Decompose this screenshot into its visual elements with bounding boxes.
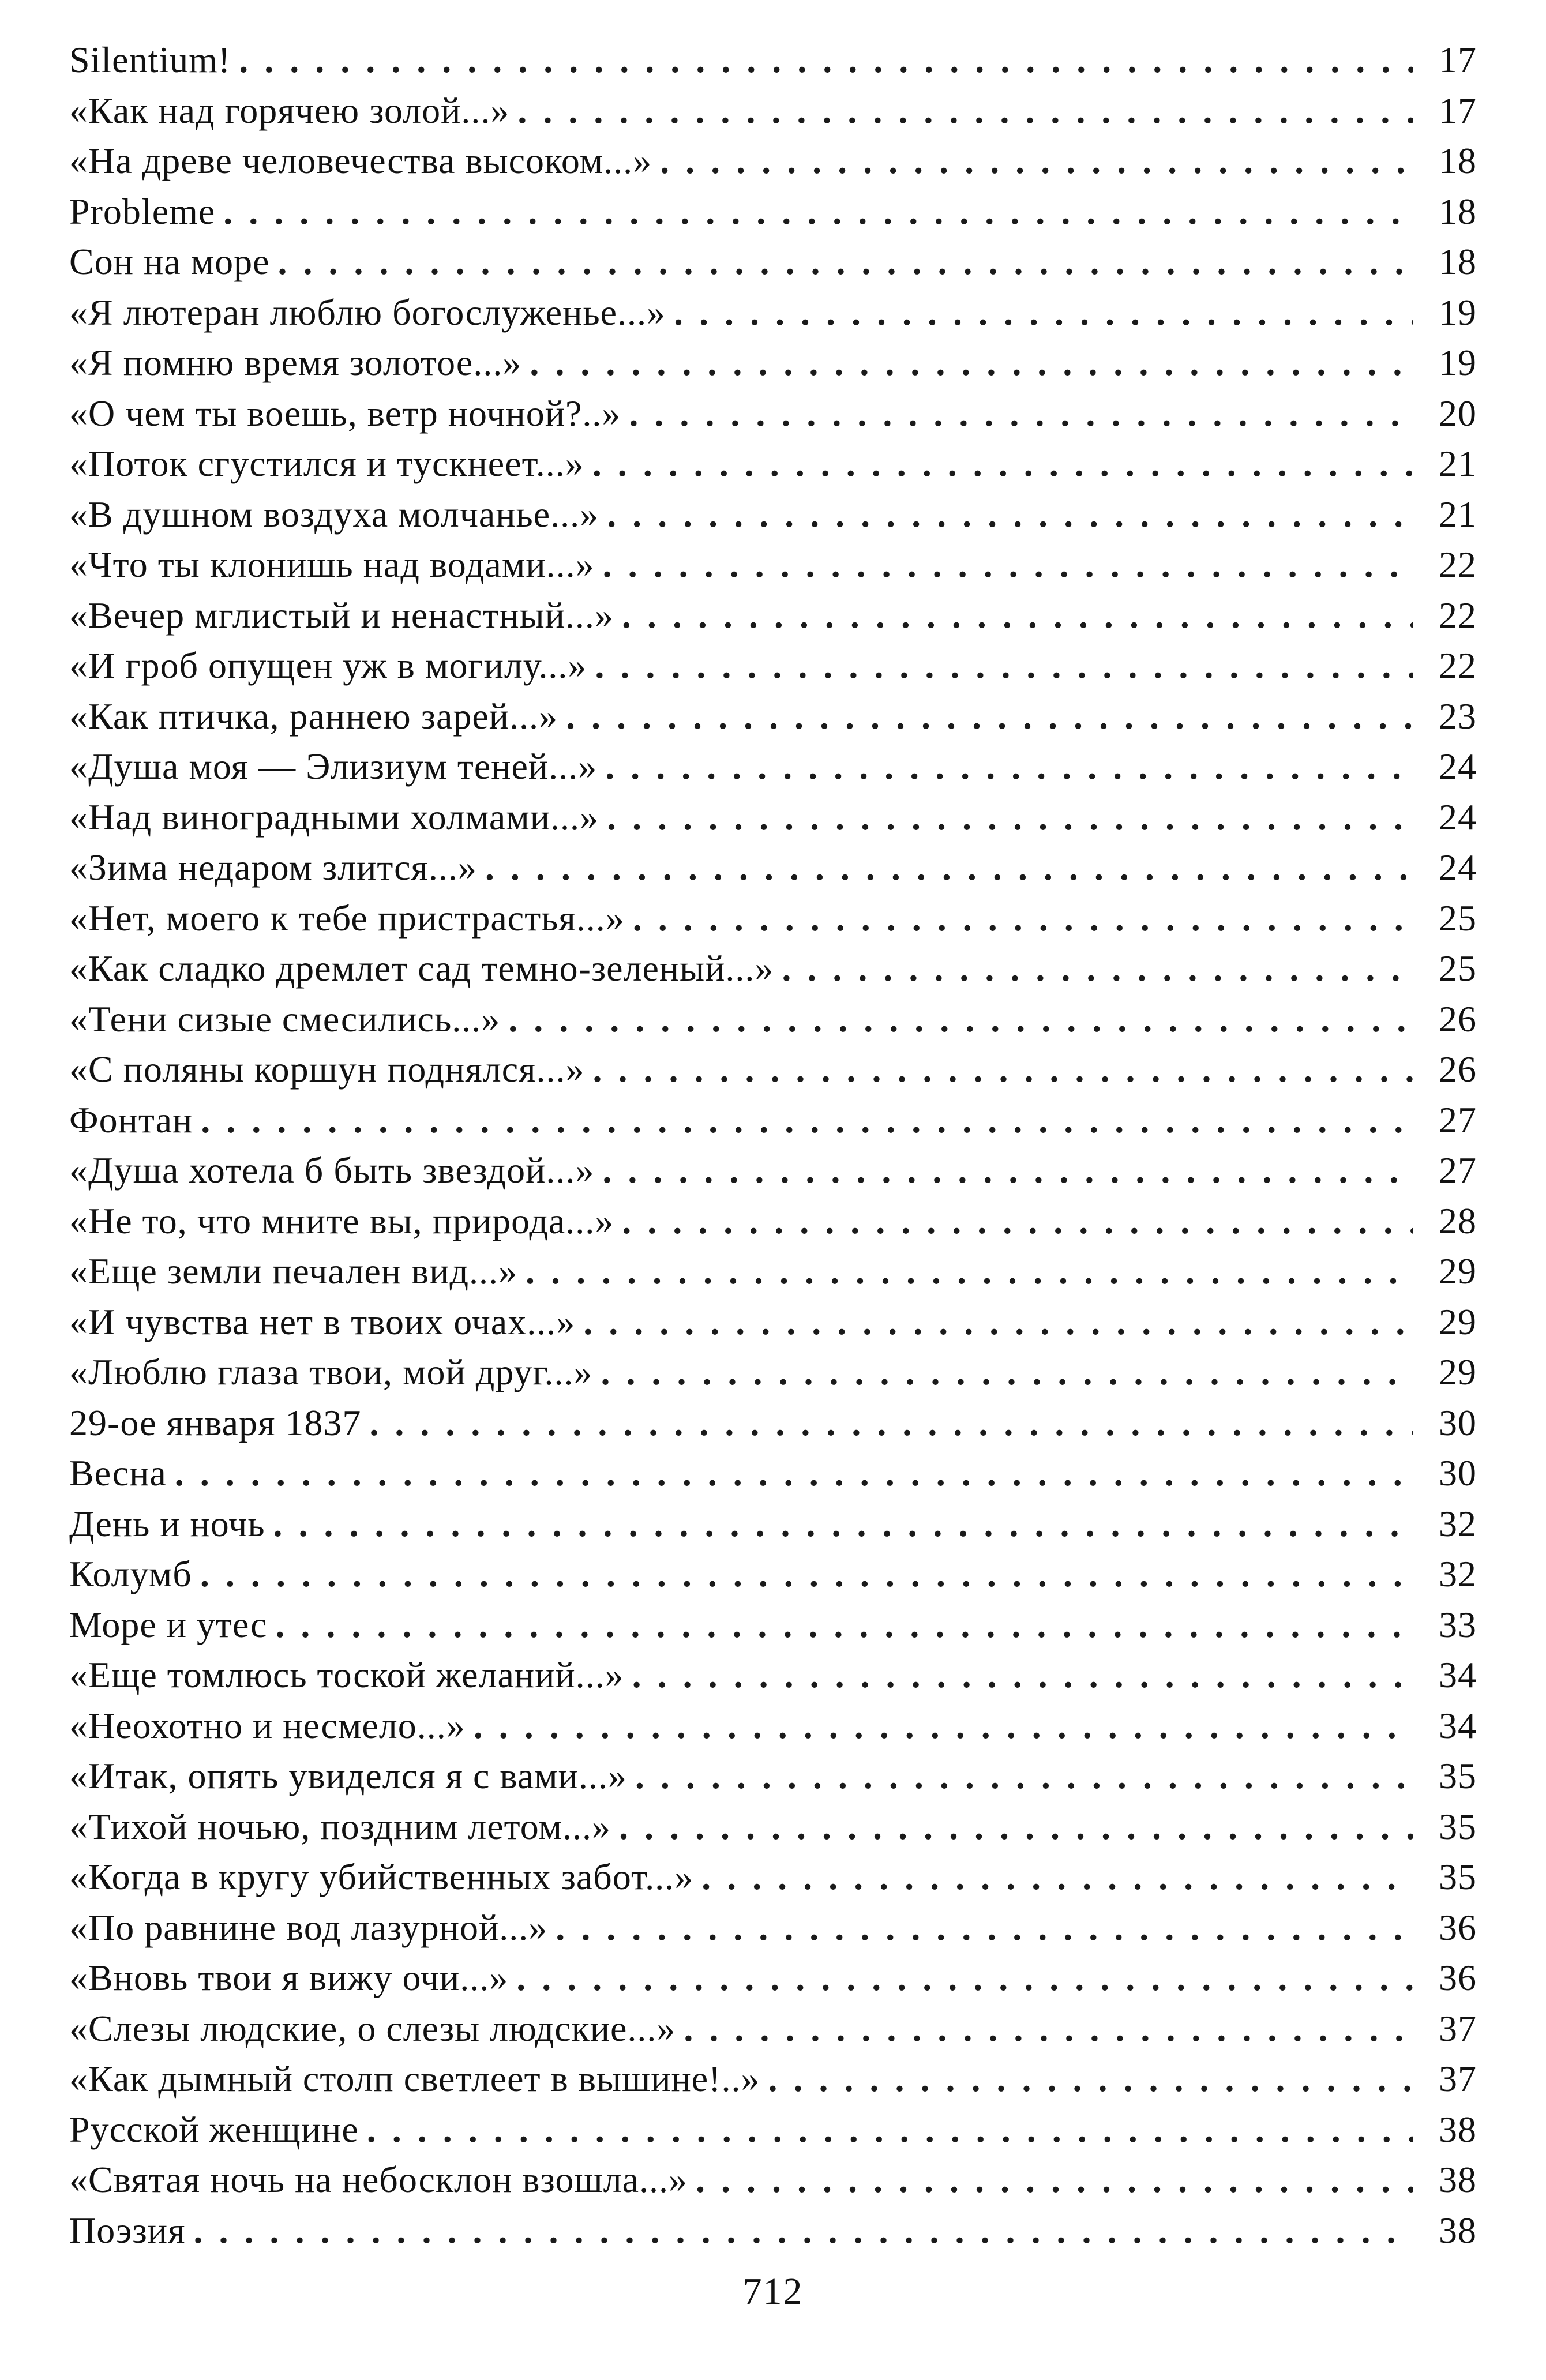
toc-entry bbox=[69, 1145, 1477, 1196]
toc-entry-page: 20 bbox=[1439, 392, 1477, 434]
toc-entry-page: 21 bbox=[1439, 493, 1477, 535]
toc-entry-title: «По равнине вод лазурной...» bbox=[69, 1906, 548, 1948]
toc-dot-leader bbox=[607, 489, 1413, 540]
toc-dot-leader bbox=[592, 438, 1413, 489]
toc-entry-page: 22 bbox=[1439, 544, 1477, 585]
toc-dot-leader bbox=[622, 590, 1413, 641]
toc-dot-leader bbox=[595, 640, 1413, 691]
toc-entry-page: 30 bbox=[1439, 1452, 1477, 1493]
toc-dot-leader bbox=[629, 388, 1413, 439]
toc-entry bbox=[69, 640, 1477, 691]
toc-entry-page: 37 bbox=[1439, 2007, 1477, 2049]
toc-entry-page: 35 bbox=[1439, 1856, 1477, 1897]
toc-entry bbox=[69, 35, 1477, 85]
toc-entry-title: «Нет, моего к тебе пристрастья...» bbox=[69, 897, 625, 939]
toc-entry bbox=[69, 1095, 1477, 1146]
toc-entry-page: 32 bbox=[1439, 1553, 1477, 1594]
toc-entry-page: 17 bbox=[1439, 39, 1477, 80]
toc-entry-page: 23 bbox=[1439, 695, 1477, 737]
toc-dot-leader bbox=[674, 287, 1413, 338]
toc-dot-leader bbox=[619, 1801, 1413, 1852]
toc-entry bbox=[69, 792, 1477, 843]
toc-entry-title: «Душа хотела б быть звездой...» bbox=[69, 1150, 595, 1191]
toc-entry bbox=[69, 1650, 1477, 1700]
toc-entry-title: «Итак, опять увиделся я с вами...» bbox=[69, 1755, 627, 1796]
toc-entry-page: 36 bbox=[1439, 1957, 1477, 1998]
toc-entry bbox=[69, 1044, 1477, 1095]
toc-entry-page: 35 bbox=[1439, 1755, 1477, 1796]
toc-entry-title: Фонтан bbox=[69, 1099, 193, 1140]
toc-entry bbox=[69, 1700, 1477, 1751]
toc-entry-page: 24 bbox=[1439, 796, 1477, 838]
toc-entry-page: 32 bbox=[1439, 1503, 1477, 1544]
toc-entry-page: 19 bbox=[1439, 342, 1477, 383]
toc-entry-title: «Я лютеран люблю богослуженье...» bbox=[69, 291, 666, 333]
toc-dot-leader bbox=[474, 1700, 1413, 1751]
toc-entry-title: Probleme bbox=[69, 190, 216, 232]
toc-entry-page: 18 bbox=[1439, 241, 1477, 282]
toc-entry bbox=[69, 489, 1477, 540]
toc-entry-page: 21 bbox=[1439, 443, 1477, 484]
toc-dot-leader bbox=[278, 237, 1414, 287]
toc-entry-title: «Не то, что мните вы, природа...» bbox=[69, 1200, 614, 1241]
toc-entry bbox=[69, 85, 1477, 136]
toc-entry-page: 24 bbox=[1439, 847, 1477, 888]
toc-entry bbox=[69, 994, 1477, 1045]
toc-entry bbox=[69, 2054, 1477, 2104]
toc-entry bbox=[69, 237, 1477, 287]
toc-entry bbox=[69, 842, 1477, 893]
toc-dot-leader bbox=[273, 1499, 1414, 1549]
toc-entry-title: «Как дымный столп светлеет в вышине!..» bbox=[69, 2058, 760, 2099]
toc-entry-page: 26 bbox=[1439, 1049, 1477, 1090]
toc-entry-title: «Зима недаром злится...» bbox=[69, 847, 477, 888]
toc-entry bbox=[69, 1297, 1477, 1347]
toc-dot-leader bbox=[369, 1398, 1413, 1448]
toc-entry-title: «Как над горячею золой...» bbox=[69, 89, 510, 131]
toc-dot-leader bbox=[239, 35, 1413, 85]
toc-dot-leader bbox=[633, 893, 1413, 944]
toc-entry bbox=[69, 388, 1477, 439]
toc-entry-title: «Еще земли печален вид...» bbox=[69, 1251, 517, 1292]
toc-entry-page: 29 bbox=[1439, 1301, 1477, 1342]
toc-entry bbox=[69, 1196, 1477, 1247]
toc-entry bbox=[69, 1801, 1477, 1852]
toc-entry bbox=[69, 1549, 1477, 1600]
toc-entry bbox=[69, 1600, 1477, 1650]
toc-dot-leader bbox=[603, 539, 1413, 590]
toc-dot-leader bbox=[782, 943, 1413, 994]
toc-entry-title: Сон на море bbox=[69, 241, 270, 282]
toc-entry-page: 19 bbox=[1439, 291, 1477, 333]
toc-entry bbox=[69, 539, 1477, 590]
toc-entry-page: 22 bbox=[1439, 594, 1477, 636]
toc-dot-leader bbox=[701, 1852, 1413, 1902]
toc-entry-title: Русской женщине bbox=[69, 2108, 359, 2150]
toc-entry-page: 36 bbox=[1439, 1906, 1477, 1948]
toc-entry bbox=[69, 2104, 1477, 2155]
toc-entry-page: 38 bbox=[1439, 2209, 1477, 2251]
toc-entry-title: «Как птичка, раннею зарей...» bbox=[69, 695, 558, 737]
toc-entry-title: «Над виноградными холмами...» bbox=[69, 796, 599, 838]
toc-entry-page: 26 bbox=[1439, 998, 1477, 1039]
page-number: 712 bbox=[742, 2270, 804, 2313]
toc-entry bbox=[69, 741, 1477, 792]
toc-dot-leader bbox=[200, 1549, 1413, 1600]
toc-entry bbox=[69, 2205, 1477, 2256]
toc-entry-title: «Слезы людские, о слезы людские...» bbox=[69, 2007, 676, 2049]
toc-dot-leader bbox=[684, 2003, 1413, 2054]
toc-entry-page: 29 bbox=[1439, 1251, 1477, 1292]
toc-entry-page: 22 bbox=[1439, 645, 1477, 686]
toc-dot-leader bbox=[605, 741, 1413, 792]
toc-entry-page: 29 bbox=[1439, 1352, 1477, 1392]
toc-dot-leader bbox=[632, 1650, 1413, 1700]
toc-entry-page: 38 bbox=[1439, 2159, 1477, 2200]
toc-dot-leader bbox=[635, 1751, 1413, 1801]
toc-entry-title: «С поляны коршун поднялся...» bbox=[69, 1049, 585, 1090]
toc-dot-leader bbox=[696, 2154, 1413, 2205]
toc-entry-title: 29-ое января 1837 bbox=[69, 1402, 362, 1443]
toc-entry-title: «Вновь твои я вижу очи...» bbox=[69, 1957, 509, 1998]
toc-dot-leader bbox=[602, 1145, 1413, 1196]
toc-dot-leader bbox=[660, 136, 1413, 186]
toc-entry-title: «И чувства нет в твоих очах...» bbox=[69, 1301, 576, 1342]
toc-entry-page: 37 bbox=[1439, 2058, 1477, 2099]
toc-entry-page: 24 bbox=[1439, 746, 1477, 787]
toc-dot-leader bbox=[175, 1448, 1413, 1499]
toc-entry bbox=[69, 1902, 1477, 1953]
toc-entry-title: «Я помню время золотое...» bbox=[69, 342, 522, 383]
toc-dot-leader bbox=[622, 1196, 1413, 1247]
toc-dot-leader bbox=[193, 2205, 1413, 2256]
toc-dot-leader bbox=[367, 2104, 1413, 2155]
toc-dot-leader bbox=[607, 792, 1413, 843]
toc-entry-page: 25 bbox=[1439, 948, 1477, 989]
toc-entry-page: 34 bbox=[1439, 1654, 1477, 1695]
toc-entry-title: «Когда в кругу убийственных забот...» bbox=[69, 1856, 694, 1897]
toc-entry-page: 38 bbox=[1439, 2108, 1477, 2150]
toc-dot-leader bbox=[223, 186, 1413, 237]
toc-entry-title: «Душа моя — Элизиум теней...» bbox=[69, 746, 598, 787]
toc-entry-title: «И гроб опущен уж в могилу...» bbox=[69, 645, 587, 686]
toc-entry bbox=[69, 438, 1477, 489]
toc-entry-title: Море и утес bbox=[69, 1604, 268, 1645]
toc-entry-title: «Что ты клонишь над водами...» bbox=[69, 544, 595, 585]
toc-dot-leader bbox=[275, 1600, 1413, 1650]
toc-entry-page: 34 bbox=[1439, 1705, 1477, 1746]
toc-entry bbox=[69, 1499, 1477, 1549]
toc-entry bbox=[69, 2154, 1477, 2205]
toc-entry bbox=[69, 1852, 1477, 1902]
toc-entry-title: «Люблю глаза твои, мой друг...» bbox=[69, 1352, 593, 1392]
toc-dot-leader bbox=[508, 994, 1413, 1045]
toc-entry-page: 27 bbox=[1439, 1099, 1477, 1140]
toc-dot-leader bbox=[526, 1246, 1413, 1297]
toc-entry-title: «Еще томлюсь тоской желаний...» bbox=[69, 1654, 624, 1695]
toc-entry bbox=[69, 186, 1477, 237]
toc-entry bbox=[69, 590, 1477, 641]
toc-entry-title: «Тихой ночью, поздним летом...» bbox=[69, 1805, 611, 1847]
toc-entry-title: «Вечер мглистый и ненастный...» bbox=[69, 594, 614, 636]
toc-entry bbox=[69, 1398, 1477, 1448]
toc-entry bbox=[69, 136, 1477, 186]
toc-entry-page: 18 bbox=[1439, 140, 1477, 181]
toc-entry bbox=[69, 337, 1477, 388]
toc-entry-page: 30 bbox=[1439, 1402, 1477, 1443]
toc-entry-title: «О чем ты воешь, ветр ночной?..» bbox=[69, 392, 621, 434]
toc-dot-leader bbox=[516, 1953, 1413, 2003]
toc-entry bbox=[69, 2003, 1477, 2054]
toc-entry-page: 18 bbox=[1439, 190, 1477, 232]
toc-entry-title: Поэзия bbox=[69, 2209, 186, 2251]
toc-entry bbox=[69, 1751, 1477, 1801]
toc-dot-leader bbox=[530, 337, 1413, 388]
toc-entry bbox=[69, 691, 1477, 742]
toc-dot-leader bbox=[517, 85, 1413, 136]
toc-entry-title: «Неохотно и несмело...» bbox=[69, 1705, 466, 1746]
toc-dot-leader bbox=[768, 2054, 1413, 2104]
toc-entry-title: Silentium! bbox=[69, 39, 231, 80]
toc-entry-title: «Святая ночь на небосклон взошла...» bbox=[69, 2159, 688, 2200]
toc-entry bbox=[69, 1246, 1477, 1297]
table-of-contents bbox=[69, 35, 1477, 2255]
toc-entry bbox=[69, 1448, 1477, 1499]
toc-dot-leader bbox=[593, 1044, 1413, 1095]
toc-dot-leader bbox=[485, 842, 1413, 893]
toc-dot-leader bbox=[201, 1095, 1413, 1146]
toc-entry-title: Колумб bbox=[69, 1553, 192, 1594]
toc-dot-leader bbox=[556, 1902, 1413, 1953]
toc-entry-page: 25 bbox=[1439, 897, 1477, 939]
toc-entry bbox=[69, 287, 1477, 338]
toc-entry bbox=[69, 943, 1477, 994]
toc-entry-page: 17 bbox=[1439, 89, 1477, 131]
toc-entry-page: 28 bbox=[1439, 1200, 1477, 1241]
toc-entry-title: День и ночь bbox=[69, 1503, 265, 1544]
toc-entry-page: 35 bbox=[1439, 1805, 1477, 1847]
toc-entry-title: Весна bbox=[69, 1452, 167, 1493]
toc-entry bbox=[69, 893, 1477, 944]
toc-entry-title: «В душном воздуха молчанье...» bbox=[69, 493, 599, 535]
toc-dot-leader bbox=[601, 1347, 1413, 1398]
toc-entry-title: «Поток сгустился и тускнеет...» bbox=[69, 443, 584, 484]
toc-entry-title: «Тени сизые смесились...» bbox=[69, 998, 501, 1039]
toc-entry-page: 33 bbox=[1439, 1604, 1477, 1645]
toc-dot-leader bbox=[566, 691, 1413, 742]
toc-entry bbox=[69, 1347, 1477, 1398]
toc-entry-page: 27 bbox=[1439, 1150, 1477, 1191]
toc-entry-title: «Как сладко дремлет сад темно-зеленый...» bbox=[69, 948, 774, 989]
toc-dot-leader bbox=[583, 1297, 1413, 1347]
toc-entry-title: «На древе человечества высоком...» bbox=[69, 140, 652, 181]
toc-entry bbox=[69, 1953, 1477, 2003]
